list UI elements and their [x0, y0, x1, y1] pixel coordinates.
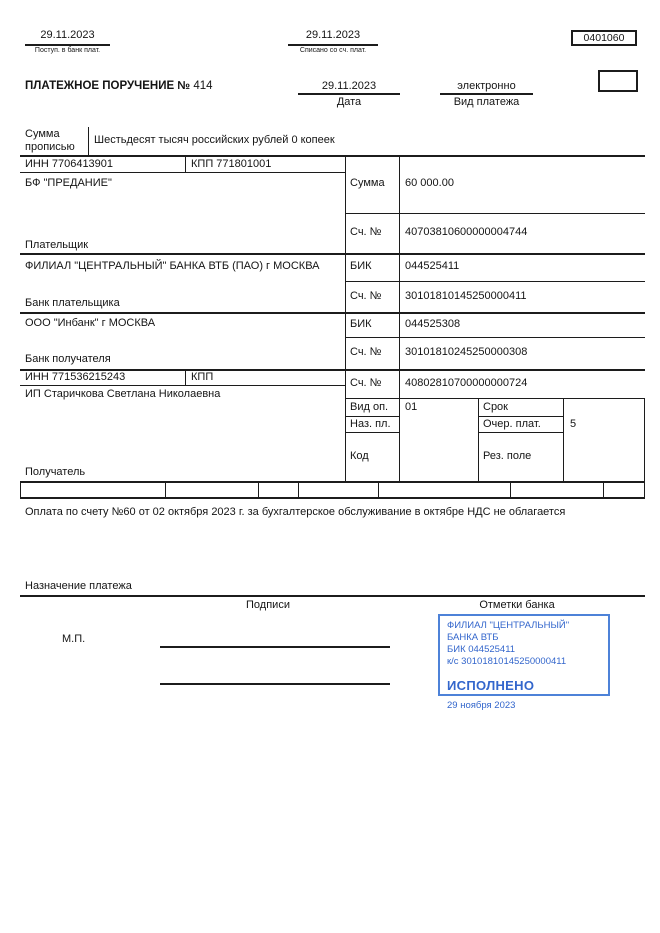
payee-bank-account: 30101810245250000308	[405, 346, 528, 358]
document-date-label: Дата	[336, 96, 362, 108]
payer-bank-account-label: Сч. №	[350, 290, 382, 302]
payee-inn: ИНН 771536215243	[25, 371, 126, 383]
label-column-line	[399, 155, 400, 481]
tax-row-v4	[378, 481, 379, 497]
tax-row-v1	[165, 481, 166, 497]
grid-line-h1a	[345, 416, 399, 417]
payment-kind-label: Вид платежа	[453, 96, 520, 108]
payer-label: Плательщик	[25, 239, 89, 251]
payer-kpp: КПП 771801001	[191, 158, 272, 170]
signature-line-1	[160, 646, 390, 648]
debited-date-underline	[288, 44, 378, 46]
section-line-5	[20, 481, 645, 483]
payment-purpose-text: Оплата по счету №60 от 02 октября 2023 г. за бухгалтерское обслуживание в октябре НДС не облагается	[25, 506, 566, 518]
tax-row-v3	[298, 481, 299, 497]
received-date-label: Поступ. в банк плат.	[34, 47, 101, 54]
payee-bank-name: ООО "Инбанк" г МОСКВА	[25, 317, 156, 329]
priority-label: Очер. плат.	[483, 418, 541, 430]
payer-bank-account: 30101810145250000411	[405, 290, 527, 302]
tax-row-v2	[258, 481, 259, 497]
signatures-label: Подписи	[246, 599, 290, 611]
payment-purpose-label: Назначение платежа	[25, 580, 132, 592]
document-date: 29.11.2023	[321, 80, 377, 92]
amount-words-value: Шестьдесят тысяч российских рублей 0 копеек	[94, 134, 335, 146]
payee-bank-account-label: Сч. №	[350, 346, 382, 358]
payee-account-label: Сч. №	[350, 377, 382, 389]
payee-inn-kpp-divider	[185, 369, 186, 385]
payer-bank-label: Банк плательщика	[25, 297, 120, 309]
payee-kpp: КПП	[191, 371, 214, 383]
section-line-7	[20, 595, 645, 597]
payer-name: БФ "ПРЕДАНИЕ"	[25, 177, 112, 189]
received-date-underline	[25, 44, 110, 46]
bank-stamp	[438, 614, 610, 712]
tax-row-v5	[510, 481, 511, 497]
section-line-6	[20, 497, 645, 499]
form-code-box	[571, 30, 637, 46]
document-title	[25, 80, 213, 93]
payer-bank-bik: 044525411	[405, 260, 460, 272]
priority-value: 5	[570, 418, 577, 430]
payee-bank-bik-line	[345, 337, 645, 338]
stamp-corr-account: к/с 30101810145250000411	[447, 656, 567, 668]
payer-bank-bik-label: БИК	[350, 260, 372, 272]
stamp-bik: БИК 044525411	[447, 644, 516, 656]
payee-account: 40802810700000000724	[405, 377, 528, 389]
stamp-place-label: М.П.	[62, 633, 86, 645]
grid-line-h2b	[478, 432, 563, 433]
amount-words-label: Сумма прописью	[25, 128, 75, 153]
payee-bank-label: Банк получателя	[25, 353, 111, 365]
payee-inn-row-line	[20, 385, 345, 386]
payer-account-label: Сч. №	[350, 226, 382, 238]
payer-inn: ИНН 7706413901	[25, 158, 114, 170]
title-text: ПЛАТЕЖНОЕ ПОРУЧЕНИЕ №	[25, 80, 191, 92]
payee-account-line	[345, 398, 645, 399]
grid-line-h1b	[478, 416, 563, 417]
op-kind-label: Вид оп.	[350, 401, 389, 413]
sum-row-line	[345, 213, 645, 214]
payee-bank-bik-label: БИК	[350, 318, 372, 330]
bank-marks-label: Отметки банка	[479, 599, 555, 611]
grid-line-v3	[644, 398, 645, 481]
signature-line-2	[160, 683, 390, 685]
empty-code-box	[598, 70, 638, 92]
document-number: 414	[193, 80, 213, 92]
tax-row-v7	[644, 481, 645, 497]
payee-name: ИП Старичкова Светлана Николаевна	[25, 388, 221, 400]
grid-line-h2a	[345, 432, 399, 433]
received-date: 29.11.2023	[40, 29, 95, 41]
grid-line-v1	[478, 398, 479, 481]
payer-inn-kpp-divider	[185, 155, 186, 172]
document-date-underline	[298, 93, 400, 95]
payee-bank-bik: 044525308	[405, 318, 461, 330]
amount-words-divider	[88, 127, 89, 155]
code-label: Код	[350, 450, 369, 462]
debited-date-label: Списано со сч. плат.	[299, 47, 367, 54]
section-line-2	[20, 253, 645, 255]
tax-row-v6	[603, 481, 604, 497]
tax-row-v0	[20, 481, 21, 497]
form-code: 0401060	[583, 32, 625, 44]
payment-kind-underline	[440, 93, 533, 95]
payer-inn-row-line	[20, 172, 345, 173]
due-label: Срок	[483, 401, 508, 413]
grid-line-v2	[563, 398, 564, 481]
sum-value: 60 000.00	[405, 177, 454, 189]
op-kind-value: 01	[405, 401, 418, 413]
payer-account: 40703810600000004744	[405, 226, 528, 238]
payer-bank-bik-line	[345, 281, 645, 282]
section-line-1	[20, 155, 645, 157]
reserve-field-label: Рез. поле	[483, 450, 532, 462]
sum-label: Сумма	[350, 177, 385, 189]
purpose-code-label: Наз. пл.	[350, 418, 391, 430]
payee-label: Получатель	[25, 466, 86, 478]
payment-kind: электронно	[457, 80, 516, 92]
stamp-bank-name: ФИЛИАЛ "ЦЕНТРАЛЬНЫЙ" БАНКА ВТБ	[447, 620, 570, 644]
stamp-status: ИСПОЛНЕНО	[447, 677, 535, 693]
stamp-date: 29 ноября 2023	[447, 700, 516, 712]
payer-bank-name: ФИЛИАЛ "ЦЕНТРАЛЬНЫЙ" БАНКА ВТБ (ПАО) г МОСКВА	[25, 260, 320, 272]
section-line-3	[20, 312, 645, 314]
debited-date: 29.11.2023	[305, 29, 361, 41]
